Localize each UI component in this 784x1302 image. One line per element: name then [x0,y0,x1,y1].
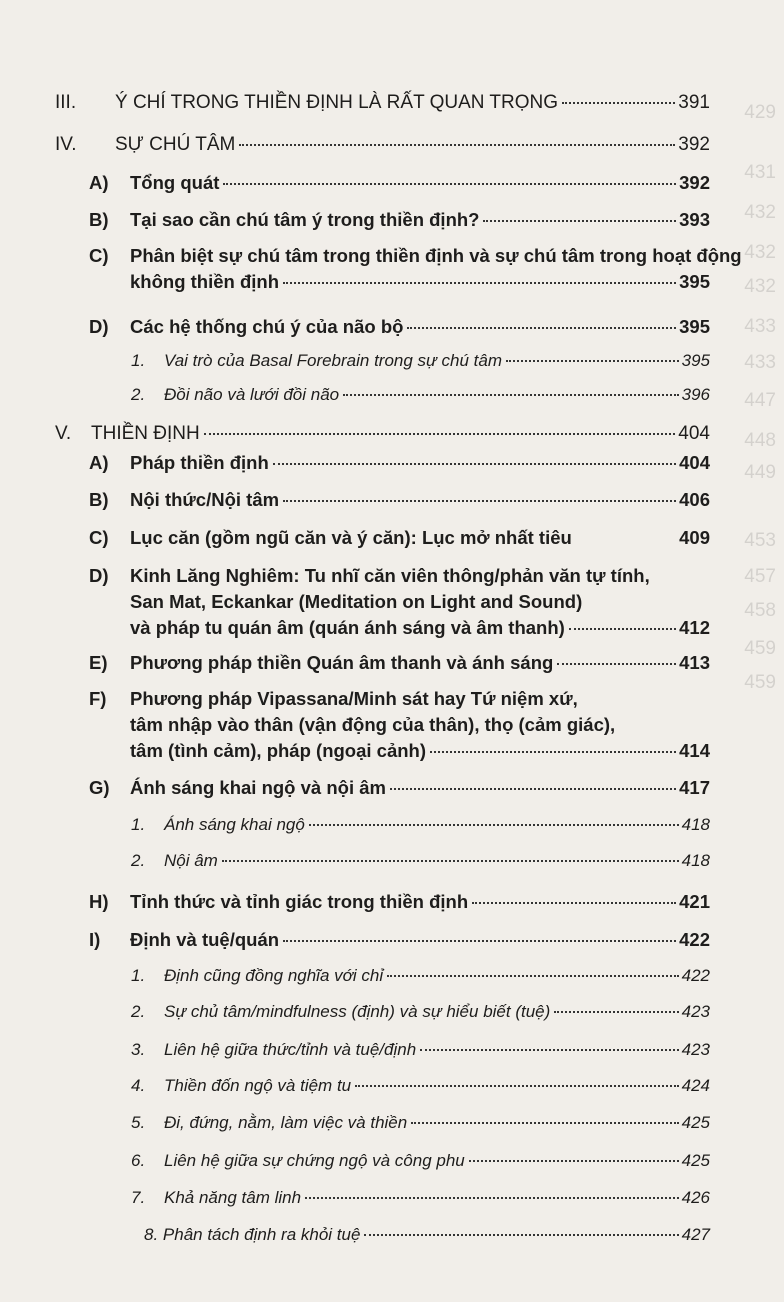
entry-title: và pháp tu quán âm (quán ánh sáng và âm thanh) [130,617,565,638]
dot-leader [283,940,676,942]
entry-title: Ý CHÍ TRONG THIỀN ĐỊNH LÀ RẤT QUAN TRỌNG [115,92,559,113]
toc-entry-v-i-5[interactable] [131,1110,710,1136]
dot-leader [239,144,675,146]
toc-entry-v-e[interactable] [89,650,710,676]
dot-leader [472,902,676,904]
entry-title: Lục căn (gồm ngũ căn và ý căn): Lục mở nhất tiêu [130,527,572,548]
toc-entry-v-g[interactable] [89,775,710,801]
toc-entry-iv-b[interactable] [89,207,710,233]
dot-leader [309,824,679,826]
toc-entry-iv[interactable] [55,132,710,158]
dot-leader [420,1049,678,1051]
entry-label: 5. [131,1113,146,1132]
dot-leader [506,360,679,362]
entry-label: E) [89,652,108,673]
dot-leader [469,1160,679,1162]
entry-label: 1. [131,966,146,985]
toc-entry-v-g-1[interactable] [131,812,710,838]
entry-title-line: Phương pháp Vipassana/Minh sát hay Tứ niệm xứ, [130,688,578,709]
bleed-number: 459 [744,638,776,659]
bleed-number: 432 [744,202,776,223]
entry-title: Các hệ thống chú ý của não bộ [130,316,404,337]
dot-leader [430,751,676,753]
entry-title: Khả năng tâm linh [164,1188,302,1207]
bleed-number: 453 [744,530,776,551]
entry-page: 392 [679,172,710,193]
dot-leader [204,433,676,435]
dot-leader [222,860,679,862]
entry-label: III. [55,92,77,113]
dot-leader [569,628,676,630]
entry-page: 426 [681,1188,710,1207]
entry-label: B) [89,489,109,510]
entry-title: Tại sao cần chú tâm ý trong thiền định? [130,209,480,230]
entry-title: Đi, đứng, nằm, làm việc và thiền [164,1113,408,1132]
entry-page: 395 [679,316,710,337]
entry-page: 406 [679,489,710,510]
entry-label: C) [89,527,109,548]
entry-label: D) [89,316,109,337]
entry-title: Tổng quát [130,172,220,193]
toc-entry-v-i-2[interactable] [131,999,710,1025]
entry-label: I) [89,929,101,950]
dot-leader [557,663,676,665]
toc-entry-v-i-1[interactable] [131,963,710,989]
entry-page: 418 [681,815,710,834]
entry-label: D) [89,565,109,586]
dot-leader [283,282,676,284]
entry-page: 427 [681,1225,710,1244]
entry-title: Định và tuệ/quán [130,929,280,950]
entry-label: 2. [131,1002,146,1021]
entry-page: 409 [679,527,710,548]
dot-leader [483,220,676,222]
dot-leader [273,463,676,465]
bleed-number: 459 [744,672,776,693]
entry-title: Sự chủ tâm/mindfulness (định) và sự hiểu biết (tuệ) [164,1002,551,1021]
toc-entry-v-i-6[interactable] [131,1148,710,1174]
entry-label: IV. [55,134,77,155]
entry-title-line: Phân biệt sự chú tâm trong thiền định và sự chú tâm trong hoạt động [130,245,742,266]
entry-page: 414 [679,740,710,761]
entry-title-line: San Mat, Eckankar (Meditation on Light and Sound) [130,591,583,612]
dot-leader [343,394,679,396]
toc-entry-v[interactable] [55,421,710,447]
entry-label: 7. [131,1188,146,1207]
bleed-number: 429 [744,102,776,123]
entry-page: 425 [681,1113,710,1132]
dot-leader [411,1122,678,1124]
toc-entry-v-i-7[interactable] [131,1185,710,1211]
toc-entry-v-a[interactable] [89,450,710,476]
entry-label: V. [55,423,72,444]
toc-entry-v-d[interactable] [89,563,710,641]
bleed-number: 458 [744,600,776,621]
entry-label: C) [89,245,109,266]
toc-entry-v-i-3[interactable] [131,1037,710,1063]
dot-leader [390,788,676,790]
toc-entry-v-f[interactable] [89,686,710,764]
toc-entry-v-i-4[interactable] [131,1073,710,1099]
entry-title: Ánh sáng khai ngộ [164,815,305,834]
entry-page: 412 [679,617,710,638]
entry-page: 396 [681,385,710,404]
entry-title: tâm (tình cảm), pháp (ngoại cảnh) [130,740,427,761]
entry-title: SỰ CHÚ TÂM [115,134,236,155]
entry-title: không thiền định [130,271,280,292]
toc-entry-v-h[interactable] [89,889,710,915]
entry-title: Pháp thiền định [130,452,269,473]
bleed-number: 433 [744,352,776,373]
entry-page: 422 [679,929,710,950]
entry-page: 421 [679,891,710,912]
dot-leader [364,1234,678,1236]
toc-entry-v-i-8[interactable] [144,1222,710,1248]
dot-leader [407,327,676,329]
toc-entry-iii[interactable] [55,90,710,116]
entry-title: Phương pháp thiền Quán âm thanh và ánh sáng [130,652,554,673]
entry-title: Liên hệ giữa thức/tỉnh và tuệ/định [164,1040,417,1059]
entry-label: A) [89,172,109,193]
entry-page: 413 [679,652,710,673]
entry-page: 417 [679,777,710,798]
dot-leader [305,1197,679,1199]
entry-label: B) [89,209,109,230]
entry-title-line: Kinh Lăng Nghiêm: Tu nhĩ căn viên thông/phản văn tự tính, [130,565,650,586]
toc-entry-v-c[interactable] [89,525,710,551]
entry-page: 422 [681,966,710,985]
entry-title: Nội âm [164,851,218,870]
bleed-number: 431 [744,162,776,183]
bleed-number: 457 [744,566,776,587]
entry-title: Đồi não và lưới đồi não [164,385,340,404]
dot-leader [223,183,676,185]
entry-label: A) [89,452,109,473]
entry-label: 1. [131,815,146,834]
entry-page: 395 [681,351,710,370]
entry-page: 393 [679,209,710,230]
entry-page: 425 [681,1151,710,1170]
dot-leader [554,1011,678,1013]
entry-label: 6. [131,1151,146,1170]
bleed-number: 448 [744,430,776,451]
dot-leader [283,500,676,502]
bleed-number: 447 [744,390,776,411]
entry-label: 1. [131,351,146,370]
entry-label: G) [89,777,110,798]
bleed-number: 433 [744,316,776,337]
entry-title: Định cũng đồng nghĩa với chỉ [164,966,384,985]
entry-page: 424 [681,1076,710,1095]
entry-page: 392 [678,134,710,155]
entry-page: 418 [681,851,710,870]
entry-label: 4. [131,1076,146,1095]
dot-leader [355,1085,679,1087]
toc-entry-iv-d-1[interactable] [131,348,710,374]
toc-entry-v-b[interactable] [89,487,710,513]
bleed-number: 432 [744,276,776,297]
toc-entry-iv-a[interactable] [89,170,710,196]
toc-entry-v-i[interactable] [89,927,710,953]
entry-page: 391 [678,92,710,113]
entry-title: Ánh sáng khai ngộ và nội âm [130,777,386,798]
entry-label: 2. [131,385,146,404]
entry-page: 404 [679,452,710,473]
toc-entry-iv-c[interactable] [89,243,742,295]
entry-page: 395 [679,271,710,292]
entry-title: Thiền đốn ngộ và tiệm tu [164,1076,352,1095]
entry-page: 423 [681,1002,710,1021]
entry-title: Nội thức/Nội tâm [130,489,280,510]
toc-entry-v-g-2[interactable] [131,848,710,874]
toc-entry-iv-d[interactable] [89,314,710,340]
entry-label: F) [89,688,107,709]
entry-title: Liên hệ giữa sự chứng ngộ và công phu [164,1151,465,1170]
entry-title: 8. Phân tách định ra khỏi tuệ [144,1225,361,1244]
dot-leader [562,102,675,104]
entry-page: 404 [678,423,710,444]
entry-page: 423 [681,1040,710,1059]
entry-title: Vai trò của Basal Forebrain trong sự chú tâm [164,351,503,370]
entry-title: THIỀN ĐỊNH [91,423,200,444]
bleed-number: 449 [744,462,776,483]
dot-leader [387,975,678,977]
entry-label: 3. [131,1040,146,1059]
dot-leader [576,538,676,540]
entry-label: 2. [131,851,146,870]
entry-title-line: tâm nhập vào thân (vận động của thân), thọ (cảm giác), [130,714,616,735]
entry-title: Tỉnh thức và tỉnh giác trong thiền định [130,891,469,912]
entry-label: H) [89,891,109,912]
toc-entry-iv-d-2[interactable] [131,382,710,408]
bleed-number: 432 [744,242,776,263]
